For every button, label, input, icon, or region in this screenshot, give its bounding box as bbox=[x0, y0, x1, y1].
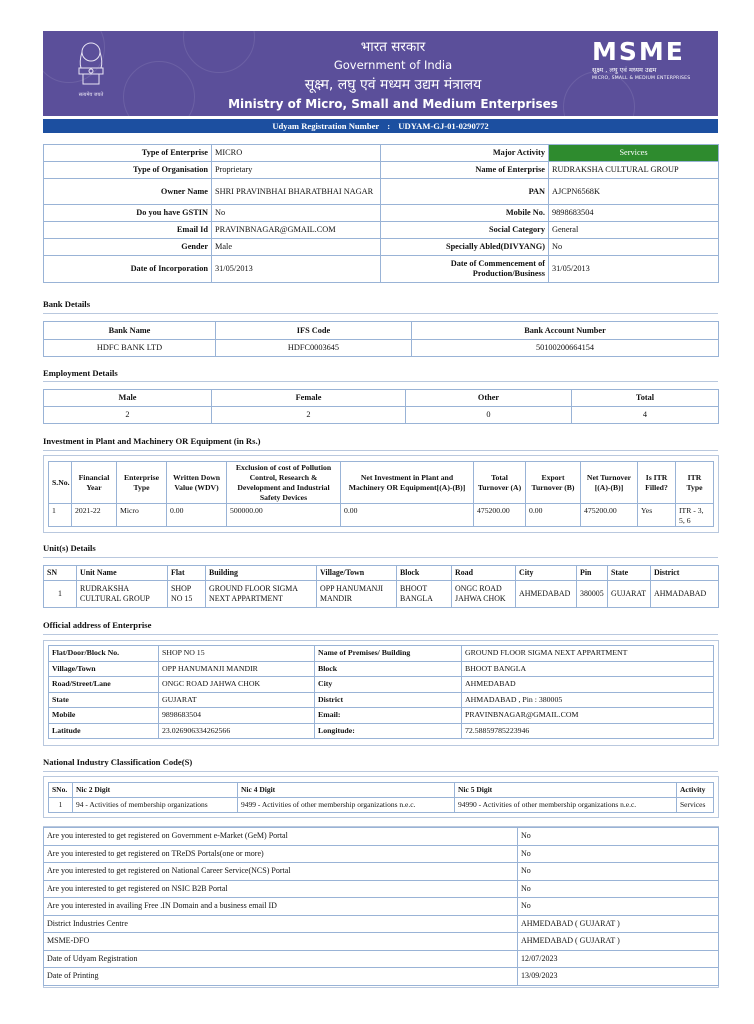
other-detail-row bbox=[44, 898, 719, 916]
enterprise-row bbox=[44, 179, 719, 205]
ifsc-value: HDFC0003645 bbox=[216, 340, 412, 357]
other-detail-label: Are you interested in availing Free .IN Domain and a business email ID bbox=[44, 898, 518, 916]
address-row bbox=[49, 661, 714, 677]
other-detail-label: District Industries Centre bbox=[44, 915, 518, 933]
investment-header: ITR Type bbox=[676, 462, 714, 504]
enterprise-value: AJCPN6568K bbox=[549, 179, 719, 205]
ministry-title: Ministry of Micro, Small and Medium Enterprises bbox=[228, 97, 558, 111]
address-label: Flat/Door/Block No. bbox=[49, 646, 159, 662]
account-number-value: 50100200664154 bbox=[412, 340, 719, 357]
unit-cell: AHMEDABAD bbox=[516, 581, 577, 608]
other-detail-label: Are you interested to get registered on NSIC B2B Portal bbox=[44, 880, 518, 898]
other-detail-label: Date of Printing bbox=[44, 968, 518, 986]
enterprise-label: Date of Commencement of Production/Business bbox=[381, 256, 549, 283]
unit-cell: ONGC ROAD JAHWA CHOK bbox=[452, 581, 516, 608]
unit-header: Pin bbox=[577, 566, 608, 581]
employment-header-male: Male bbox=[44, 390, 212, 407]
other-detail-label: Are you interested to get registered on National Career Service(NCS) Portal bbox=[44, 863, 518, 881]
unit-cell: BHOOT BANGLA bbox=[397, 581, 452, 608]
investment-cell: 475200.00 bbox=[474, 504, 526, 527]
nic-header: Nic 5 Digit bbox=[455, 783, 677, 798]
unit-header: Block bbox=[397, 566, 452, 581]
unit-cell: GROUND FLOOR SIGMA NEXT APPARTMENT bbox=[206, 581, 317, 608]
employment-header-other: Other bbox=[406, 390, 572, 407]
units-table bbox=[43, 565, 719, 608]
investment-header: Enterprise Type bbox=[117, 462, 167, 504]
investment-table bbox=[48, 461, 714, 527]
msme-logo-word: MSME bbox=[592, 37, 685, 66]
other-detail-row bbox=[44, 933, 719, 951]
unit-cell: 1 bbox=[44, 581, 77, 608]
investment-header: Export Turnover (B) bbox=[526, 462, 581, 504]
enterprise-label: Mobile No. bbox=[381, 205, 549, 222]
investment-cell: ITR - 3, 5, 6 bbox=[676, 504, 714, 527]
investment-cell: Yes bbox=[638, 504, 676, 527]
address-label: Name of Premises/ Building bbox=[315, 646, 462, 662]
bank-details-title: Bank Details bbox=[43, 299, 91, 309]
employment-header-total: Total bbox=[572, 390, 719, 407]
address-row bbox=[49, 723, 714, 739]
nic-cell: 94990 - Activities of other membership organizations n.e.c. bbox=[455, 798, 677, 813]
other-detail-label: Are you interested to get registered on TReDS Portals(one or more) bbox=[44, 845, 518, 863]
enterprise-row bbox=[44, 162, 719, 179]
registration-number: UDYAM-GJ-01-0290772 bbox=[398, 121, 489, 131]
address-value: AHMADABAD , Pin : 380005 bbox=[462, 692, 714, 708]
enterprise-value: Male bbox=[212, 239, 381, 256]
investment-header: Net Investment in Plant and Machinery OR Equipment[(A)-(B)] bbox=[341, 462, 474, 504]
address-value: 23.026906334262566 bbox=[159, 723, 315, 739]
address-label: Latitude bbox=[49, 723, 159, 739]
unit-header: State bbox=[608, 566, 651, 581]
bank-name-value: HDFC BANK LTD bbox=[44, 340, 216, 357]
unit-header: Village/Town bbox=[317, 566, 397, 581]
other-detail-value: 12/07/2023 bbox=[518, 950, 719, 968]
enterprise-label: Date of Incorporation bbox=[44, 256, 212, 283]
header-banner bbox=[43, 31, 718, 116]
other-detail-row bbox=[44, 845, 719, 863]
enterprise-row bbox=[44, 239, 719, 256]
investment-header: Total Turnover (A) bbox=[474, 462, 526, 504]
enterprise-value: Proprietary bbox=[212, 162, 381, 179]
bank-details-table bbox=[43, 321, 719, 357]
employment-total-value: 4 bbox=[572, 407, 719, 424]
nic-title: National Industry Classification Code(S) bbox=[43, 757, 193, 767]
address-label: Village/Town bbox=[49, 661, 159, 677]
unit-header: SN bbox=[44, 566, 77, 581]
address-value: SHOP NO 15 bbox=[159, 646, 315, 662]
bank-header-account: Bank Account Number bbox=[412, 322, 719, 340]
address-label: Email: bbox=[315, 708, 462, 724]
other-detail-value: No bbox=[518, 880, 719, 898]
address-value: AHMEDABAD bbox=[462, 677, 714, 693]
address-row bbox=[49, 708, 714, 724]
investment-header: Net Turnover [(A)-(B)] bbox=[581, 462, 638, 504]
enterprise-details-table bbox=[43, 144, 719, 283]
address-label: State bbox=[49, 692, 159, 708]
bank-header-ifsc: IFS Code bbox=[216, 322, 412, 340]
other-detail-row bbox=[44, 863, 719, 881]
enterprise-label: Gender bbox=[44, 239, 212, 256]
enterprise-label: Specially Abled(DIVYANG) bbox=[381, 239, 549, 256]
unit-header: Building bbox=[206, 566, 317, 581]
other-detail-value: No bbox=[518, 845, 719, 863]
official-address-table bbox=[48, 645, 714, 739]
employment-details-table bbox=[43, 389, 719, 424]
nic-cell: 9499 - Activities of other membership organizations n.e.c. bbox=[238, 798, 455, 813]
enterprise-label: Owner Name bbox=[44, 179, 212, 205]
enterprise-label: Major Activity bbox=[381, 145, 549, 162]
other-detail-value: No bbox=[518, 898, 719, 916]
emblem-motto: सत्यमेव जयते bbox=[78, 92, 104, 98]
employment-male-value: 2 bbox=[44, 407, 212, 424]
unit-cell: SHOP NO 15 bbox=[168, 581, 206, 608]
unit-cell: 380005 bbox=[577, 581, 608, 608]
government-title: Government of India bbox=[333, 58, 453, 72]
other-detail-label: Are you interested to get registered on Government e-Market (GeM) Portal bbox=[44, 828, 518, 846]
address-label: Road/Street/Lane bbox=[49, 677, 159, 693]
investment-header: Is ITR Filled? bbox=[638, 462, 676, 504]
other-detail-value: No bbox=[518, 863, 719, 881]
other-detail-label: MSME-DFO bbox=[44, 933, 518, 951]
enterprise-label: Social Category bbox=[381, 222, 549, 239]
msme-logo-english: MICRO, SMALL & MEDIUM ENTERPRISES bbox=[592, 76, 691, 81]
unit-header: District bbox=[651, 566, 719, 581]
enterprise-label: Type of Enterprise bbox=[44, 145, 212, 162]
nic-header: Activity bbox=[677, 783, 714, 798]
address-row bbox=[49, 646, 714, 662]
unit-cell: AHMADABAD bbox=[651, 581, 719, 608]
nic-cell: 1 bbox=[49, 798, 73, 813]
enterprise-value: SHRI PRAVINBHAI BHARATBHAI NAGAR bbox=[212, 179, 381, 205]
registration-number-bar bbox=[43, 119, 718, 133]
address-label: Mobile bbox=[49, 708, 159, 724]
enterprise-value: No bbox=[549, 239, 719, 256]
unit-cell: OPP HANUMANJI MANDIR bbox=[317, 581, 397, 608]
investment-header: Written Down Value (WDV) bbox=[167, 462, 227, 504]
registration-separator: : bbox=[387, 121, 391, 131]
investment-title: Investment in Plant and Machinery OR Equipment (in Rs.) bbox=[43, 436, 261, 446]
nic-header: SNo. bbox=[49, 783, 73, 798]
other-detail-value: AHMEDABAD ( GUJARAT ) bbox=[518, 915, 719, 933]
registration-label: Udyam Registration Number bbox=[272, 121, 380, 131]
other-detail-row bbox=[44, 828, 719, 846]
units-title: Unit(s) Details bbox=[43, 543, 96, 553]
bank-header-name: Bank Name bbox=[44, 322, 216, 340]
hindi-government-title: भारत सरकार bbox=[360, 39, 426, 55]
enterprise-label: Type of Organisation bbox=[44, 162, 212, 179]
investment-cell: 2021-22 bbox=[72, 504, 117, 527]
address-value: 9898683504 bbox=[159, 708, 315, 724]
investment-header: Financial Year bbox=[72, 462, 117, 504]
major-activity-badge: Services bbox=[549, 145, 719, 162]
investment-cell: 500000.00 bbox=[227, 504, 341, 527]
enterprise-value: No bbox=[212, 205, 381, 222]
enterprise-row bbox=[44, 222, 719, 239]
address-value: ONGC ROAD JAHWA CHOK bbox=[159, 677, 315, 693]
address-label: City bbox=[315, 677, 462, 693]
address-value: BHOOT BANGLA bbox=[462, 661, 714, 677]
enterprise-value: PRAVINBNAGAR@GMAIL.COM bbox=[212, 222, 381, 239]
address-label: Block bbox=[315, 661, 462, 677]
address-value: GUJARAT bbox=[159, 692, 315, 708]
nic-cell: Services bbox=[677, 798, 714, 813]
investment-header: S.No. bbox=[49, 462, 72, 504]
employment-other-value: 0 bbox=[406, 407, 572, 424]
enterprise-label: Do you have GSTIN bbox=[44, 205, 212, 222]
enterprise-value: MICRO bbox=[212, 145, 381, 162]
unit-header: Unit Name bbox=[77, 566, 168, 581]
other-detail-row bbox=[44, 950, 719, 968]
enterprise-label: PAN bbox=[381, 179, 549, 205]
nic-cell: 94 - Activities of membership organizations bbox=[73, 798, 238, 813]
investment-cell: 0.00 bbox=[341, 504, 474, 527]
other-detail-row bbox=[44, 880, 719, 898]
enterprise-row bbox=[44, 205, 719, 222]
unit-cell: GUJARAT bbox=[608, 581, 651, 608]
enterprise-value: General bbox=[549, 222, 719, 239]
employment-details-title: Employment Details bbox=[43, 368, 118, 378]
enterprise-value: 31/05/2013 bbox=[212, 256, 381, 283]
hindi-ministry-title: सूक्ष्म, लघु एवं मध्यम उद्यम मंत्रालय bbox=[304, 77, 482, 93]
enterprise-label: Name of Enterprise bbox=[381, 162, 549, 179]
address-label: District bbox=[315, 692, 462, 708]
address-value: PRAVINBNAGAR@GMAIL.COM bbox=[462, 708, 714, 724]
investment-cell: 475200.00 bbox=[581, 504, 638, 527]
other-detail-row bbox=[44, 968, 719, 986]
other-detail-row bbox=[44, 915, 719, 933]
employment-female-value: 2 bbox=[212, 407, 406, 424]
enterprise-row bbox=[44, 145, 719, 162]
address-label: Longitude: bbox=[315, 723, 462, 739]
address-row bbox=[49, 692, 714, 708]
enterprise-row bbox=[44, 256, 719, 283]
other-detail-value: AHMEDABAD ( GUJARAT ) bbox=[518, 933, 719, 951]
other-detail-value: No bbox=[518, 828, 719, 846]
enterprise-value: 31/05/2013 bbox=[549, 256, 719, 283]
enterprise-value: RUDRAKSHA CULTURAL GROUP bbox=[549, 162, 719, 179]
nic-header: Nic 4 Digit bbox=[238, 783, 455, 798]
other-detail-label: Date of Udyam Registration bbox=[44, 950, 518, 968]
msme-logo bbox=[592, 38, 700, 82]
national-emblem-icon bbox=[71, 38, 111, 104]
unit-header: City bbox=[516, 566, 577, 581]
unit-header: Road bbox=[452, 566, 516, 581]
enterprise-label: Email Id bbox=[44, 222, 212, 239]
investment-cell: 0.00 bbox=[526, 504, 581, 527]
other-detail-value: 13/09/2023 bbox=[518, 968, 719, 986]
address-row bbox=[49, 677, 714, 693]
nic-table bbox=[48, 782, 714, 813]
address-value: GROUND FLOOR SIGMA NEXT APPARTMENT bbox=[462, 646, 714, 662]
investment-cell: 1 bbox=[49, 504, 72, 527]
investment-cell: Micro bbox=[117, 504, 167, 527]
investment-cell: 0.00 bbox=[167, 504, 227, 527]
other-details-table bbox=[43, 827, 719, 986]
address-value: OPP HANUMANJI MANDIR bbox=[159, 661, 315, 677]
employment-header-female: Female bbox=[212, 390, 406, 407]
unit-header: Flat bbox=[168, 566, 206, 581]
enterprise-value: 9898683504 bbox=[549, 205, 719, 222]
official-address-title: Official address of Enterprise bbox=[43, 620, 152, 630]
investment-header: Exclusion of cost of Pollution Control, Research & Development and Industrial Safety Devices bbox=[227, 462, 341, 504]
unit-cell: RUDRAKSHA CULTURAL GROUP bbox=[77, 581, 168, 608]
nic-header: Nic 2 Digit bbox=[73, 783, 238, 798]
address-value: 72.58859785223946 bbox=[462, 723, 714, 739]
msme-logo-hindi: सूक्ष्म , लघु एवं मध्यम उद्यम bbox=[592, 66, 657, 74]
